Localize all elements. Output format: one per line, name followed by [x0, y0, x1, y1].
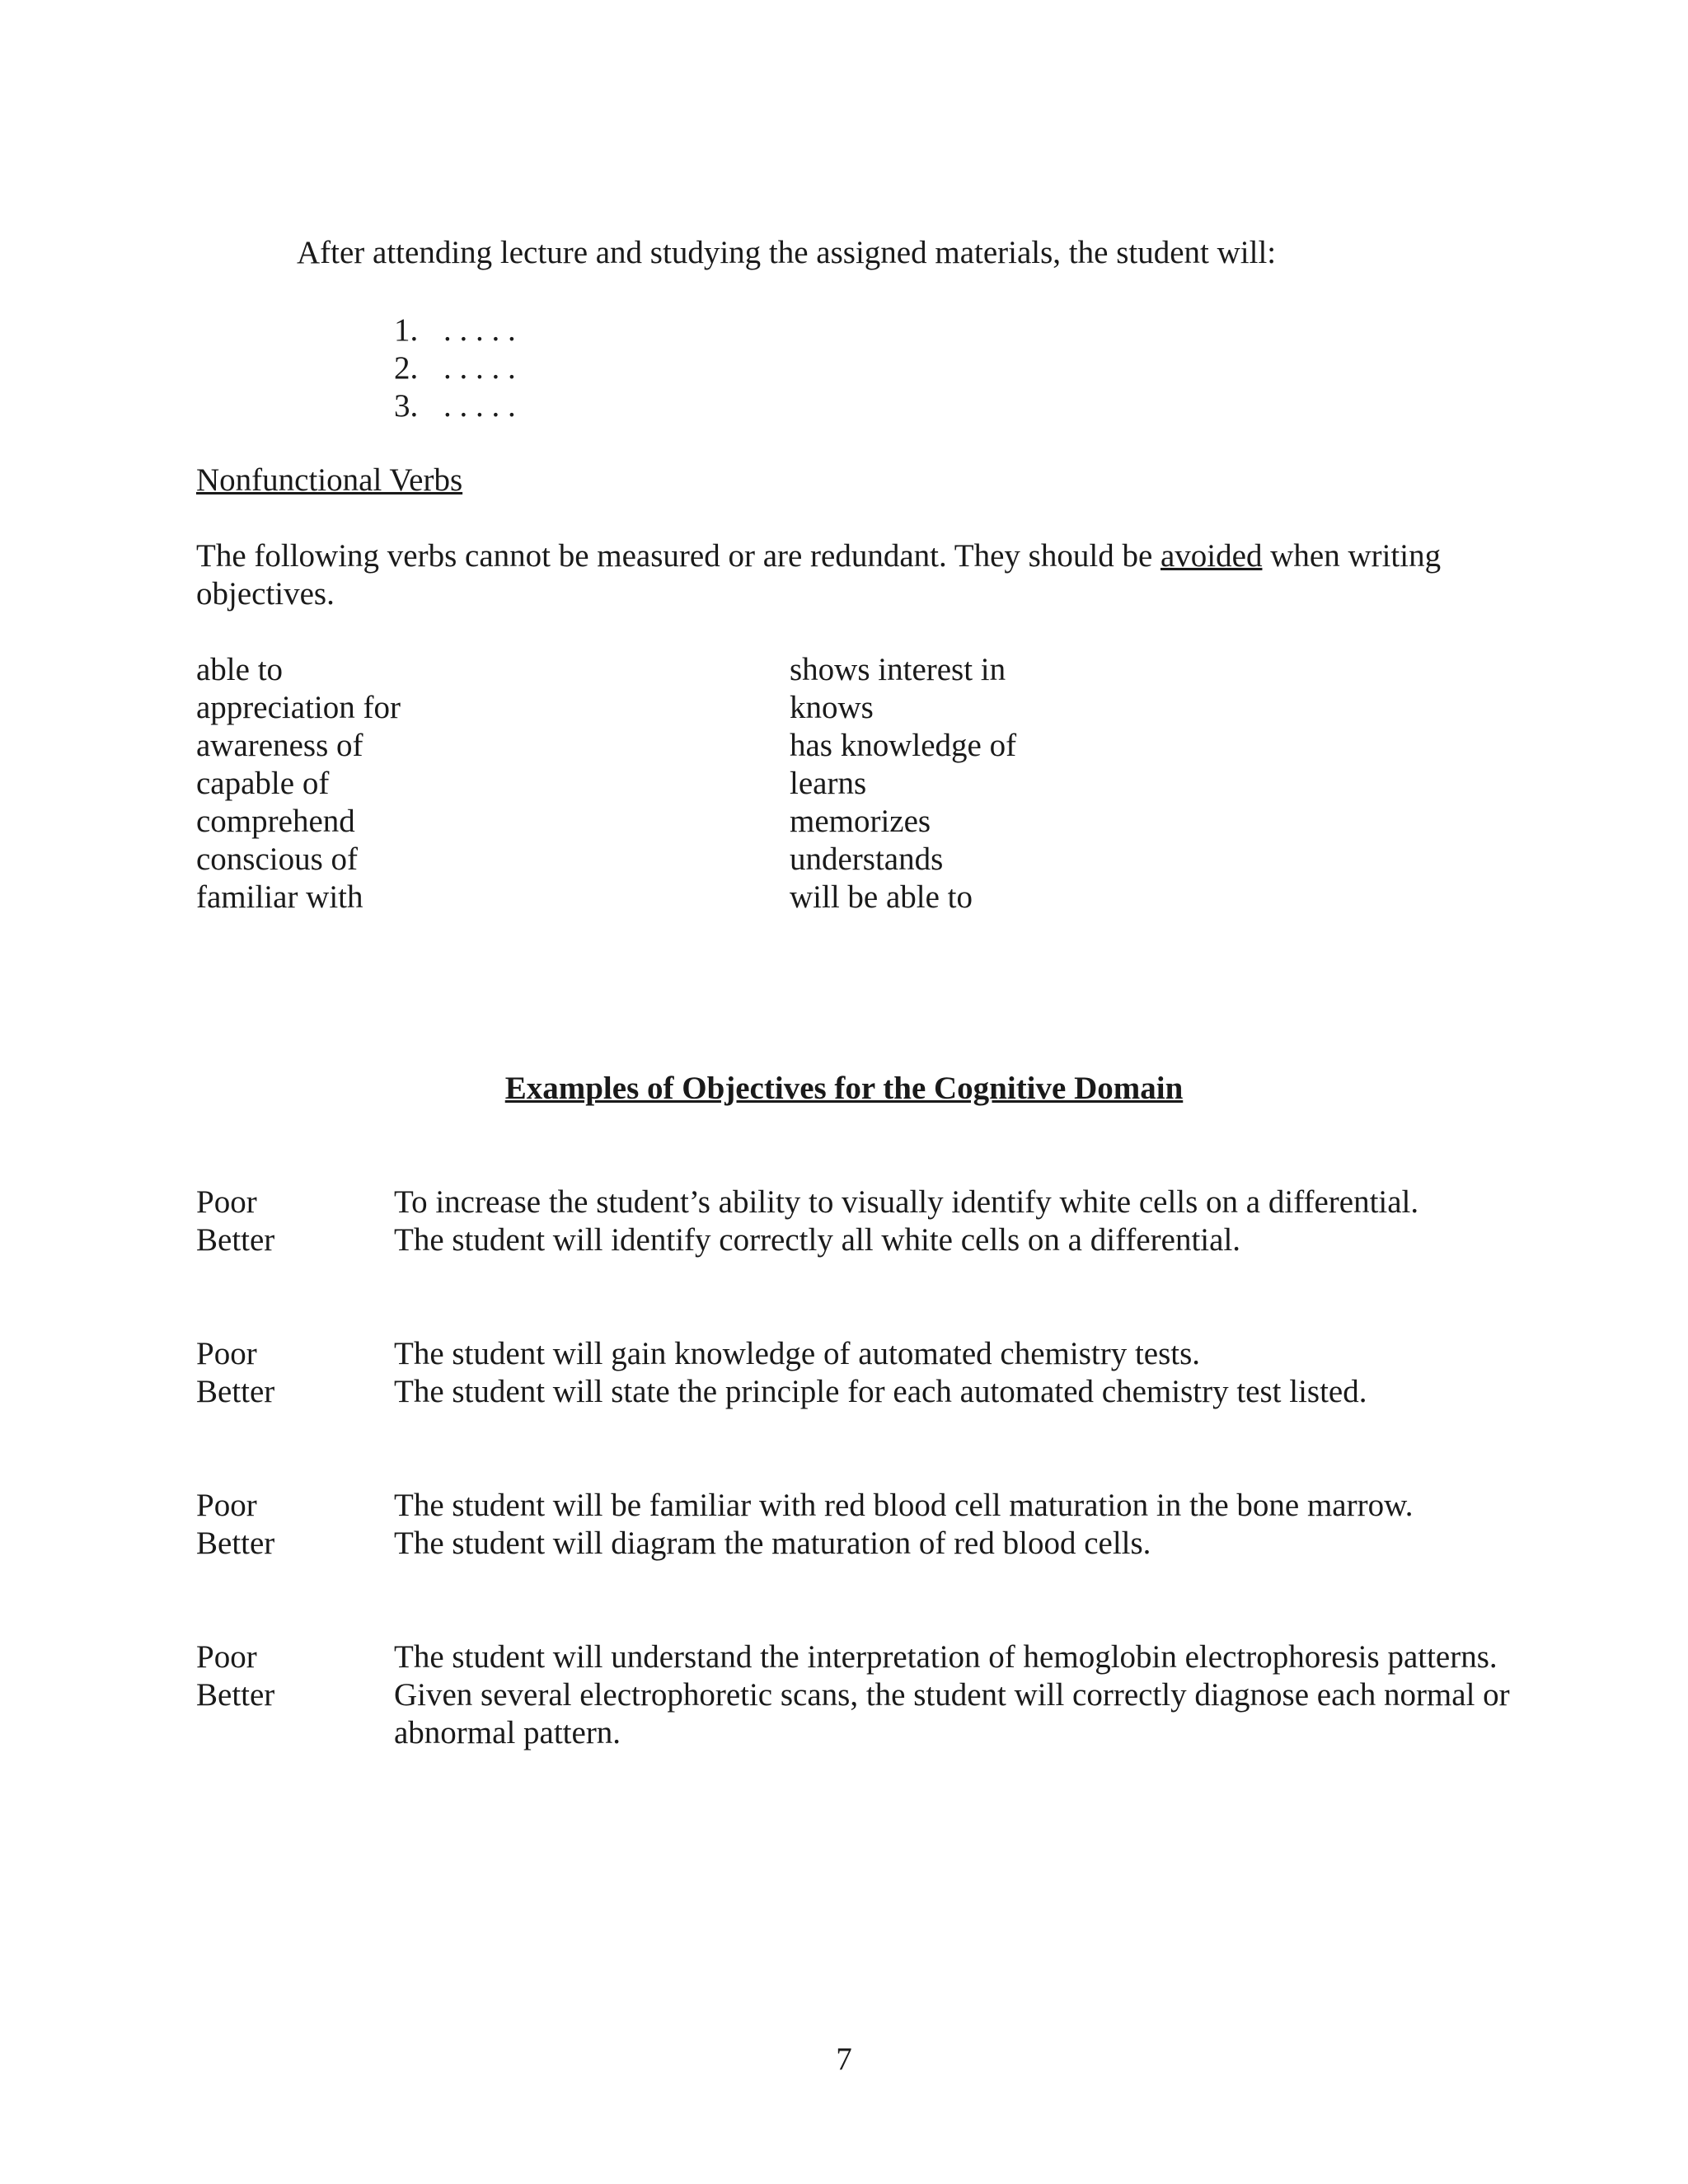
poor-objective: The student will be familiar with red blood cell maturation in the bone marrow.: [394, 1488, 1414, 1523]
verb-item: conscious of: [196, 841, 359, 877]
list-item: [394, 349, 516, 387]
list-text: . . . . .: [443, 388, 516, 424]
verbs-left-column: [196, 651, 401, 916]
example-pair: [196, 1487, 1531, 1563]
better-objective: Given several electrophoretic scans, the student will correctly diagnose each normal or abnormal pattern.: [394, 1677, 1510, 1750]
verb-item: comprehend: [196, 804, 355, 839]
list-number: 2.: [394, 350, 419, 386]
poor-label: Poor: [196, 1184, 257, 1220]
poor-objective: The student will understand the interpretation of hemoglobin electrophoresis patterns.: [394, 1639, 1498, 1675]
verbs-right-column: [790, 651, 1016, 916]
better-objective: The student will diagram the maturation of red blood cells.: [394, 1526, 1151, 1561]
list-number: 1.: [394, 312, 419, 348]
verb-item: understands: [790, 841, 944, 877]
better-label: Better: [196, 1526, 275, 1561]
verb-item: shows interest in: [790, 652, 1006, 687]
poor-row: [196, 1335, 1531, 1373]
paragraph-underlined-word: avoided: [1160, 538, 1263, 574]
verb-item: appreciation for: [196, 690, 401, 725]
nonfunctional-verbs-heading: Nonfunctional Verbs: [196, 462, 463, 498]
poor-row: [196, 1183, 1531, 1221]
poor-label: Poor: [196, 1639, 257, 1675]
verb-item: able to: [196, 652, 284, 687]
example-pair: [196, 1638, 1531, 1752]
examples-title: Examples of Objectives for the Cognitive Domain: [504, 1071, 1184, 1106]
verb-item: capable of: [196, 766, 330, 801]
verb-item: awareness of: [196, 728, 363, 763]
poor-objective: The student will gain knowledge of automated chemistry tests.: [394, 1336, 1201, 1371]
better-label: Better: [196, 1677, 275, 1713]
better-row: [196, 1525, 1531, 1563]
numbered-list: [394, 312, 516, 425]
better-label: Better: [196, 1374, 275, 1409]
examples-list: [196, 1183, 1531, 1828]
verbs-paragraph: [196, 537, 1515, 613]
poor-label: Poor: [196, 1488, 257, 1523]
verb-item: knows: [790, 690, 874, 725]
example-pair: [196, 1183, 1531, 1259]
paragraph-text-end: when writing objectives.: [196, 538, 1442, 612]
better-objective: The student will state the principle for each automated chemistry test listed.: [394, 1374, 1367, 1409]
poor-objective: To increase the student’s ability to visually identify white cells on a differential.: [394, 1184, 1419, 1220]
list-item: [394, 312, 516, 349]
verb-item: learns: [790, 766, 867, 801]
page-number: 7: [836, 2041, 852, 2077]
better-row: [196, 1676, 1531, 1752]
better-row: [196, 1221, 1531, 1259]
poor-label: Poor: [196, 1336, 257, 1371]
list-item: [394, 387, 516, 425]
example-pair: [196, 1335, 1531, 1411]
better-row: [196, 1373, 1531, 1411]
verb-item: has knowledge of: [790, 728, 1017, 763]
verb-item: will be able to: [790, 879, 973, 915]
list-text: . . . . .: [443, 350, 516, 386]
verb-item: memorizes: [790, 804, 931, 839]
verb-item: familiar with: [196, 879, 363, 915]
better-label: Better: [196, 1222, 275, 1258]
list-text: . . . . .: [443, 312, 516, 348]
poor-row: [196, 1487, 1531, 1525]
better-objective: The student will identify correctly all white cells on a differential.: [394, 1222, 1241, 1258]
list-number: 3.: [394, 388, 419, 424]
intro-text: After attending lecture and studying the assigned materials, the student will:: [297, 235, 1277, 270]
poor-row: [196, 1638, 1531, 1676]
paragraph-text-start: The following verbs cannot be measured or are redundant. They should be: [196, 538, 1160, 574]
